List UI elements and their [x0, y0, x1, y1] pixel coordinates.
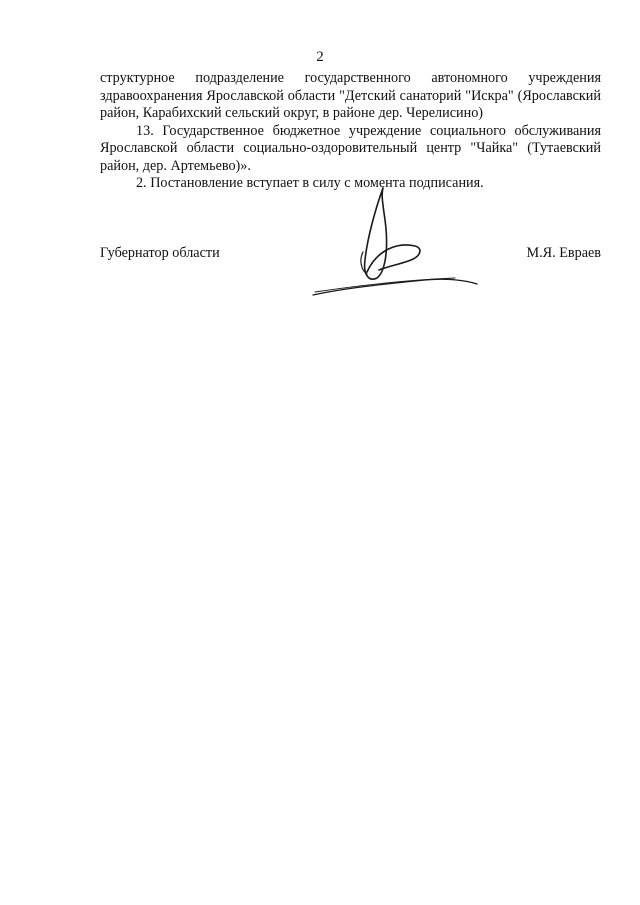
page-number: 2	[316, 49, 324, 65]
handwritten-signature-icon	[305, 180, 485, 305]
paragraph-effective-clause: 2. Постановление вступает в силу с момента подписания.	[136, 175, 484, 191]
paragraph-item-13: 13. Государственное бюджетное учреждение социального обслуживания Ярославской области социально-оздоровительный центр "Чайка" (Тутаевский район, дер. Артемьево)».	[100, 122, 601, 174]
signatory-position: Губернатор области	[100, 245, 220, 261]
document-body	[100, 70, 601, 193]
signatory-name: М.Я. Евраев	[526, 245, 601, 261]
paragraph-continuation: структурное подразделение государственного автономного учреждения здравоохранения Ярославской области "Детский санаторий "Искра" (Ярославский район, Карабихский сельский округ, в районе дер. Черелисино)	[100, 70, 601, 121]
